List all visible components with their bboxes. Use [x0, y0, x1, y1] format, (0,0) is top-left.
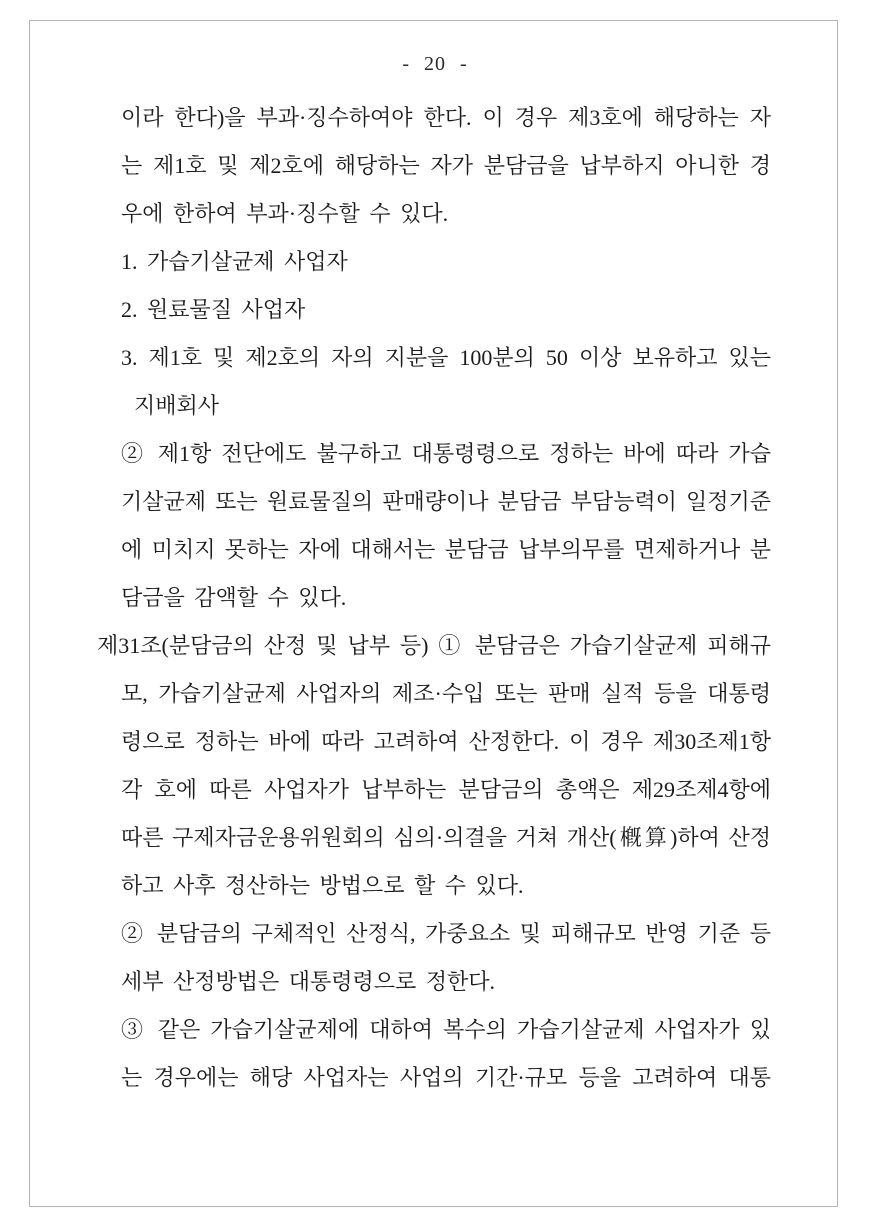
- text-line: 에 미치지 못하는 자에 대해서는 분담금 납부의무를 면제하거나 분: [121, 537, 771, 562]
- text-line: 각 호에 따른 사업자가 납부하는 분담금의 총액은 제29조제4항에: [121, 777, 771, 802]
- text-line: 3. 제1호 및 제2호의 자의 지분을 100분의 50 이상 보유하고 있는: [121, 345, 771, 370]
- text-line: ② 분담금의 구체적인 산정식, 가중요소 및 피해규모 반영 기준 등: [121, 921, 771, 946]
- text-line: 기살균제 또는 원료물질의 판매량이나 분담금 부담능력이 일정기준: [121, 489, 771, 514]
- text-line: ③ 같은 가습기살균제에 대하여 복수의 가습기살균제 사업자가 있: [121, 1017, 771, 1042]
- text-line: 세부 산정방법은 대통령령으로 정한다.: [121, 969, 496, 994]
- text-line: 이라 한다)을 부과·징수하여야 한다. 이 경우 제3호에 해당하는 자: [121, 105, 771, 130]
- document-body: [97, 94, 771, 1102]
- text-line: 하고 사후 정산하는 방법으로 할 수 있다.: [121, 873, 524, 898]
- text-line: ② 제1항 전단에도 불구하고 대통령령으로 정하는 바에 따라 가습: [121, 441, 771, 466]
- text-line: 모, 가습기살균제 사업자의 제조·수입 또는 판매 실적 등을 대통령: [121, 681, 771, 706]
- text-line: 령으로 정하는 바에 따라 고려하여 산정한다. 이 경우 제30조제1항: [121, 729, 771, 754]
- text-line: 따른 구제자금운용위원회의 심의·의결을 거쳐 개산(槪算)하여 산정: [121, 825, 771, 850]
- text-line: 담금을 감액할 수 있다.: [121, 585, 347, 610]
- page-number: - 20 -: [402, 53, 468, 75]
- text-line: 는 경우에는 해당 사업자는 사업의 기간·규모 등을 고려하여 대통: [121, 1065, 771, 1090]
- text-line: 1. 가습기살균제 사업자: [121, 249, 348, 274]
- text-line: 지배회사: [134, 393, 220, 418]
- text-line: 제31조(분담금의 산정 및 납부 등) ① 분담금은 가습기살균제 피해규: [97, 633, 771, 658]
- text-line: 우에 한하여 부과·징수할 수 있다.: [121, 201, 449, 226]
- text-line: 2. 원료물질 사업자: [121, 297, 306, 322]
- text-line: 는 제1호 및 제2호에 해당하는 자가 분담금을 납부하지 아니한 경: [121, 153, 771, 178]
